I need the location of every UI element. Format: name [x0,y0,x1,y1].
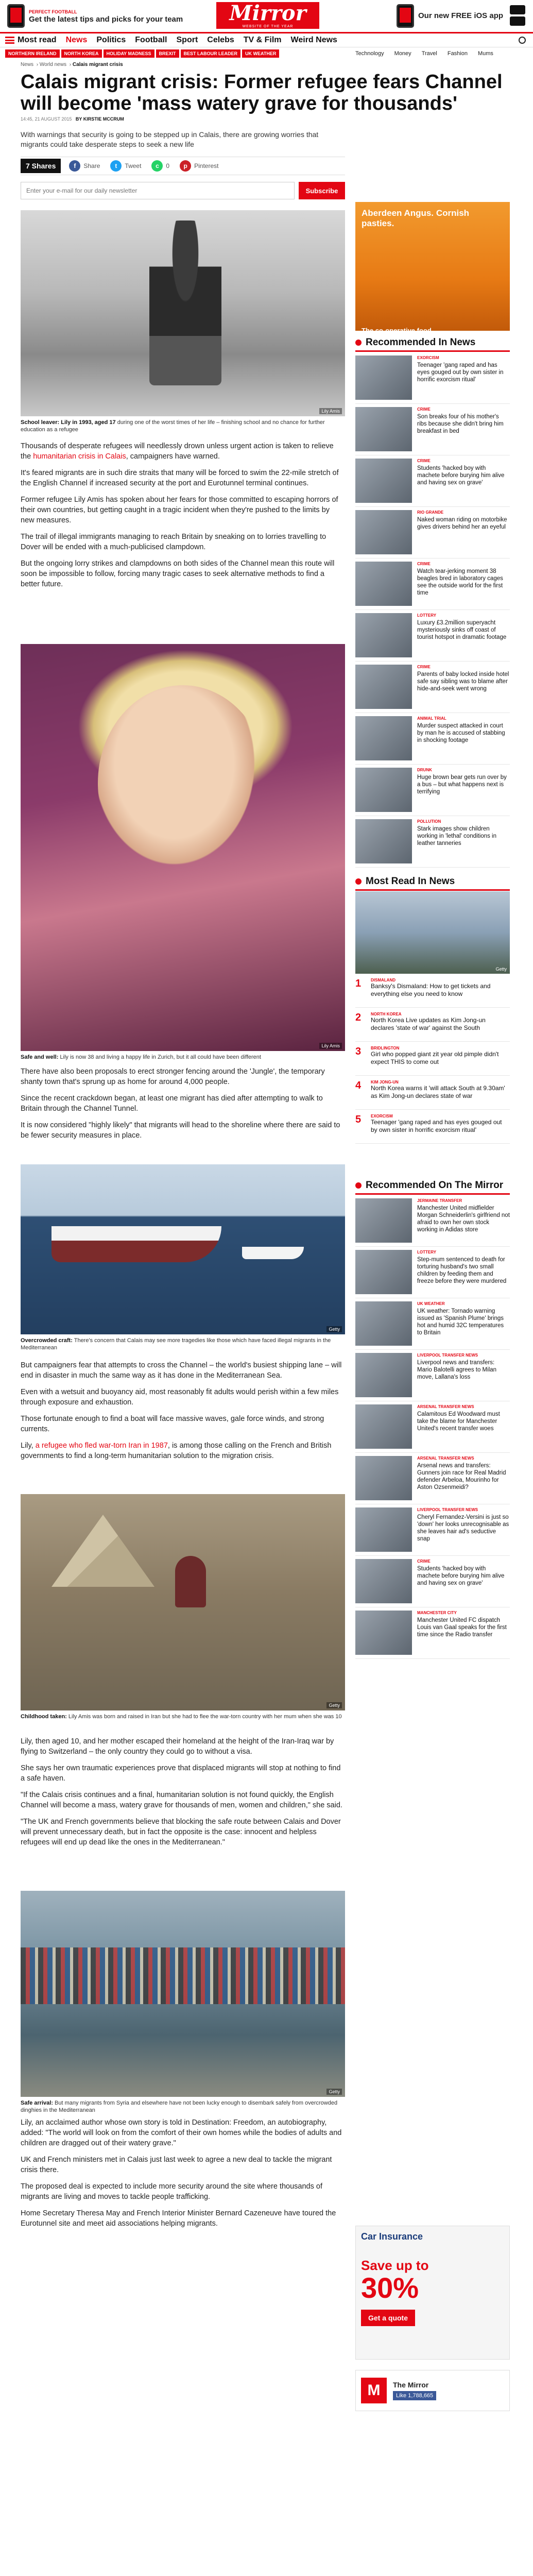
list-item[interactable] [355,1504,510,1556]
item-title: Teenager 'gang raped and has eyes gouged out by own sister in horrific exorcism ritual' [371,1118,502,1133]
pinterest-icon: p [180,160,191,172]
caption-text: There's concern that Calais may see more tragedies like those which have faced illegal migrants in the Mediterranean [21,1337,331,1351]
section-title: Most Read In News [366,876,455,887]
thumbnail [355,768,412,812]
list-item[interactable] [355,1247,510,1298]
subnav-money[interactable]: Money [394,50,411,57]
nav-tv-film[interactable]: TV & Film [243,36,282,44]
most-read-heading [355,876,510,891]
search-icon[interactable] [519,37,526,44]
list-item[interactable] [355,558,510,610]
photo-credit: Getty [326,1326,342,1332]
item-kicker: CRIME [417,562,431,566]
list-item[interactable] [355,352,510,404]
section-dot-icon [355,340,362,346]
item-title: UK weather: Tornado warning issued as 'Spanish Plume' brings hot and humid 32C temperatures to Britain [417,1308,504,1336]
twitter-icon: t [110,160,122,172]
paragraph: There have also been proposals to erect stronger fencing around the 'Jungle', the temporary shanty town that's sprung up as home for around 4,000 people. [21,1067,325,1086]
item-kicker: ARSENAL TRANSFER NEWS [417,1404,474,1409]
facebook-share-button[interactable] [69,160,100,172]
paragraph: Lily, then aged 10, and her mother escaped their homeland at the height of the Iran-Iraq war by flying to Switzerland – the only country they could go to without a visa. [21,1737,334,1756]
nav-weird-news[interactable]: Weird News [290,36,337,44]
paragraph: Lily, an acclaimed author whose own story is told in Destination: Freedom, an autobiography, added: "The world will look on from the comfort of their own homes while the bodies of adults and children are dragged out of their watery grave." [21,2119,342,2147]
breadcrumb-wrap [21,62,345,71]
most-read-list [355,891,510,1144]
paragraph: "The UK and French governments believe that blocking the safe route between Calais and Dover will prevent unnecessary death, but in fact the opposite is the case: innocent and helpless refugees will end up dead like the ones in the Mediterranean." [21,1818,341,1846]
item-kicker: POLLUTION [417,819,441,824]
promo-title: Get the latest tips and picks for your team [29,15,183,24]
list-item[interactable] [355,662,510,713]
advert-brand: The co-operative food [362,327,432,334]
list-item[interactable] [355,816,510,868]
section-title: Recommended On The Mirror [366,1180,504,1191]
photo-rescue-boat [242,1247,304,1259]
rank-number: 4 [355,1080,362,1091]
section-dot-icon [355,1182,362,1189]
item-title: Step-mum sentenced to death for torturing husband's two small children by feeding them and freeze before they were murdered [417,1257,507,1284]
paragraph-text: Thousands of desperate refugees will needlessly drown unless urgent action is taken to relieve the [21,442,334,461]
photo-caption [21,416,345,433]
item-title: Parents of baby locked inside hotel safe say sibling was to blame after hide-and-seek went wrong [417,671,509,692]
thumbnail [355,716,412,760]
item-kicker: EXORCISM [371,1114,393,1118]
list-item[interactable] [355,1607,510,1659]
thumbnail [355,459,412,503]
caption-lead: Childhood taken: [21,1714,67,1720]
caption-text: Lily Amis was born and raised in Iran but she had to flee the war-torn country with her mum when she was 10 [66,1714,342,1720]
thumbnail [355,1301,412,1346]
facebook-like-button[interactable]: Like 1,788,665 [393,2391,436,2400]
list-item[interactable] [355,1350,510,1401]
item-title: Students 'hacked boy with machete before burying him alive and having sex on grave' [417,1566,505,1586]
promo-football[interactable] [7,4,183,28]
promo-app-title: Our new FREE iOS app [418,11,504,20]
thumbnail [355,819,412,863]
photo-credit: Getty [495,967,507,972]
item-title: Banksy's Dismaland: How to get tickets and everything else you need to know [371,982,491,997]
recommended-heading [355,337,510,352]
item-kicker: DRUNK [417,768,432,772]
item-kicker: CRIME [417,1559,431,1564]
standfirst: With warnings that security is going to be stepped up in Calais, there are growing worries that migrants could take desperate steps to seek a new life [21,130,319,148]
item-kicker: BRIDLINGTON [371,1046,400,1050]
paragraph-text: Lily, [21,1442,36,1450]
app-store-icon[interactable] [510,5,525,14]
item-kicker: JERMAINE TRANSFER [417,1198,462,1203]
photo-boat [51,1226,221,1262]
item-title: Girl who popped giant zit year old pimple didn't expect THIS to come out [371,1050,499,1065]
facebook-icon: f [69,160,80,172]
nav-sport[interactable]: Sport [176,36,198,44]
item-kicker: LOTTERY [417,1250,437,1255]
photo-overcrowded-boat[interactable] [21,1164,345,1334]
list-item[interactable] [355,507,510,558]
paragraph: Former refugee Lily Amis has spoken about her fears for those committed to escaping horrors of their own countries, but getting caught in a tragic incident when they're pushed to the limits by new measures. [21,496,338,524]
thumbnail [355,613,412,657]
paragraph: She says her own traumatic experiences prove that displaced migrants will stop at nothing to find a safe haven. [21,1764,341,1783]
caption-lead: School leaver: Lily in 1993, aged 17 [21,419,116,426]
item-kicker: DISMALAND [371,978,396,982]
photo-subject [149,221,221,385]
rank-number: 3 [355,1046,362,1057]
newsletter-email-input[interactable] [21,182,295,199]
paragraph: Home Secretary Theresa May and French Interior Minister Bernard Cazeneuve have toured the Eurotunnel site and meet aid associations helping migrants. [21,2209,336,2228]
nav-most-read[interactable]: Most read [18,36,57,44]
paragraph: But the ongoing lorry strikes and clampdowns on both sides of the Channel mean this route will soon be impossible to follow, forcing many tragic cases to seek alternative methods to find a better future. [21,560,335,588]
most-read-hero-image[interactable] [355,891,510,974]
share-count: 7 Shares [21,159,61,173]
subnav-holiday-madness[interactable]: HOLIDAY MADNESS [104,49,154,58]
figure-safe-arrival [21,1891,345,2114]
phone-icon [7,4,25,28]
item-title: Manchester United FC dispatch Louis van Gaal speaks for the first time since the Radio transfer [417,1617,507,1638]
promo-app[interactable] [397,4,503,28]
subnav-north-korea[interactable]: NORTH KOREA [61,49,102,58]
list-item[interactable] [355,610,510,662]
figure-school-leaver [21,210,345,433]
item-title: North Korea Live updates as Kim Jong-un declares 'state of war' against the South [371,1016,486,1031]
logo-tagline: WEBSITE OF THE YEAR [242,25,294,28]
subnav-labour-leader[interactable]: BEST LABOUR LEADER [181,49,241,58]
item-title: Teenager 'gang raped and has eyes gouged out by own sister in horrific exorcism ritual' [417,362,504,383]
figure-safe-and-well [21,644,345,1061]
nav-politics[interactable]: Politics [96,36,126,44]
comments-button[interactable] [151,160,169,172]
paragraph: The trail of illegal immigrants managing to reach Britain by sneaking on to lorries travelling to Dover will be ended with a much-publicised clampdown. [21,533,326,551]
mirror-logo[interactable] [216,2,319,29]
item-kicker: LOTTERY [417,613,437,618]
thumbnail [355,562,412,606]
link-refugee-iran[interactable]: a refugee who fled war-torn Iran in 1987 [35,1442,168,1450]
breadcrumb-current[interactable]: Calais migrant crisis [72,62,123,67]
thumbnail [355,1456,412,1500]
rank-number: 2 [355,1012,362,1023]
paragraph [21,1440,345,1461]
get-quote-button[interactable]: Get a quote [361,2310,415,2326]
photo-caption [21,1710,345,1720]
thumbnail [355,407,412,451]
item-kicker: MANCHESTER CITY [417,1611,457,1615]
byline-date: 14:45, 21 AUGUST 2015 [21,116,72,122]
pinterest-share-button[interactable] [180,160,218,172]
menu-icon[interactable] [5,37,14,44]
subscribe-button[interactable]: Subscribe [299,182,345,199]
thumbnail [355,1353,412,1397]
advert-save-text: Save up to [361,2258,429,2273]
facebook-like-box [355,2370,510,2411]
byline [21,116,124,122]
photo-caption [21,1334,345,1351]
item-title: Manchester United midfielder Morgan Schneiderlin's girlfriend not afraid to own her own stock working in Adidas store [417,1205,510,1233]
facebook-share-label: Share [83,162,100,170]
paragraph: Since the recent crackdown began, at least one migrant has died after attempting to walk to Britain through the Channel Tunnel. [21,1094,323,1113]
list-item[interactable] [355,455,510,507]
pinterest-share-label: Pinterest [194,162,219,170]
breadcrumb: News › World news › Calais migrant crisis [21,62,123,67]
item-title: Watch tear-jerking moment 38 beagles bred in laboratory cages see the outside world for the first time [417,568,503,596]
item-title: Stark images show children working in 'lethal' conditions in leather tanneries [417,826,496,846]
list-item[interactable] [355,974,510,1008]
thumbnail [355,1250,412,1294]
thumbnail [355,1507,412,1552]
sub-nav [0,47,533,60]
item-title: Son breaks four of his mother's ribs because she didn't bring him breakfast in bed [417,414,504,434]
item-kicker: KIM JONG-UN [371,1080,399,1084]
share-bar [21,157,345,175]
list-item[interactable] [355,1076,510,1110]
paragraph: It is now considered "highly likely" that migrants will head to the shoreline where there are said to be fewer security measures in place. [21,1121,340,1140]
subnav-fashion[interactable]: Fashion [447,50,468,57]
caption-lead: Safe and well: [21,1054,59,1060]
thumbnail [355,1404,412,1449]
article-body-2 [21,1066,345,1147]
photo-refugee-camp[interactable] [21,1494,345,1710]
social-page-name[interactable]: The Mirror [393,2381,429,2389]
photo-caption [21,2097,345,2114]
photo-credit: Getty [326,1702,342,1708]
item-title: Liverpool news and transfers: Mario Balotelli agrees to Milan move, Lallana's loss [417,1360,497,1380]
paragraph-text: , is among those calling on the French and British governments to find a long-term humanitarian solution to the migration crisis. [21,1442,332,1460]
breadcrumb-news[interactable]: News [21,62,34,67]
on-mirror-heading [355,1180,510,1195]
list-item[interactable] [355,1042,510,1076]
item-title: Naked woman riding on motorbike gives drivers behind her an eyeful [417,517,507,530]
list-item[interactable] [355,1298,510,1350]
caption-lead: Safe arrival: [21,2100,53,2106]
article-body-1 [21,441,345,596]
rank-number: 5 [355,1114,362,1125]
item-kicker: ARSENAL TRANSFER NEWS [417,1456,474,1461]
item-title: Luxury £3.2million superyacht mysteriously sinks off coast of tourist hotspot in dramatic footage [417,620,507,640]
subnav-brexit[interactable]: BREXIT [156,49,179,58]
twitter-share-label: Tweet [125,162,142,170]
article-body-5 [21,2117,345,2235]
item-title: Arsenal news and transfers: Gunners join race for Real Madrid defender Arbeloa, Mourinho for Aston Ozsenmeidi? [417,1463,506,1490]
nav-football[interactable]: Football [135,36,167,44]
paragraph: Even with a wetsuit and buoyancy aid, most reasonably fit adults would perish within a few miles through exposure and exhaustion. [21,1388,339,1406]
newsletter-signup [21,179,345,202]
item-kicker: EXORCISM [417,355,439,360]
article-headline: Calais migrant crisis: Former refugee fears Channel will become 'mass watery grave for thousands' [21,71,503,114]
google-play-icon[interactable] [510,16,525,26]
item-kicker: CRIME [417,459,431,463]
advert-percentage: 30% [361,2272,419,2304]
rank-number: 1 [355,978,362,989]
list-item[interactable] [355,713,510,765]
caption-lead: Overcrowded craft: [21,1337,73,1344]
item-title: North Korea warns it 'will attack South at 9.30am' as Kim Jong-un declares state of war [371,1084,505,1099]
paragraph: It's feared migrants are in such dire straits that many will be forced to swim the 22-mile stretch of the English Channel if increased security at the port and Eurotunnel terminal continues. [21,469,339,487]
item-title: Students 'hacked boy with machete before burying him alive and having sex on grave' [417,465,505,486]
list-item[interactable] [355,1195,510,1247]
photo-tent [51,1515,154,1587]
thumbnail [355,1611,412,1655]
item-title: Murder suspect attacked in court by man he is accused of stabbing in shocking footage [417,723,505,743]
on-mirror-list [355,1195,510,1659]
advert-coop[interactable] [355,202,510,334]
list-item[interactable] [355,404,510,455]
paragraph: The proposed deal is expected to include more security around the site where thousands of migrants are living and moves to tackle people trafficking. [21,2182,322,2201]
advert-headline: Aberdeen Angus. Cornish pasties. [362,208,470,228]
promo-kicker: PERFECT FOOTBALL [29,9,77,14]
list-item[interactable] [355,1556,510,1607]
caption-text: Lily is now 38 and living a happy life in Zurich, but it all could have been different [58,1054,261,1060]
photo-credit: Lily Amis [319,408,342,414]
photo-crowd [21,1947,345,2004]
thumbnail [355,1198,412,1243]
masthead [0,0,533,32]
thumbnail [355,1559,412,1603]
app-store-badges[interactable] [510,5,525,26]
comment-icon: c [151,160,163,172]
recommended-list [355,352,510,868]
section-title: Recommended In News [366,337,476,348]
list-item[interactable] [355,1453,510,1504]
twitter-share-button[interactable] [110,160,141,172]
photo-face [98,685,268,881]
item-kicker: NORTH KOREA [371,1012,402,1016]
photo-caption [21,1051,345,1061]
paragraph: Those fortunate enough to find a boat will face massive waves, gale force winds, and strong currents. [21,1415,324,1433]
item-kicker: CRIME [417,407,431,412]
item-title: Huge brown bear gets run over by a bus – but what happens next is terrifying [417,774,507,795]
paragraph: UK and French ministers met in Calais just last week to agree a new deal to tackle the migrant crisis there. [21,2156,332,2174]
paragraph-text: , campaigners have warned. [126,452,220,461]
item-kicker: LIVERPOOL TRANSFER NEWS [417,1507,478,1512]
comments-count: 0 [166,162,170,170]
phone-icon [397,4,414,28]
item-kicker: ANIMAL TRIAL [417,716,446,721]
paragraph [21,441,345,462]
caption-text: during one of the worst times of her life – finishing school and no chance for further education as a refugee [21,419,325,433]
list-item[interactable] [355,1110,510,1144]
item-title: Calamitous Ed Woodward must take the blame for Manchester United's recent transfer woes [417,1411,500,1432]
item-kicker: UK WEATHER [417,1301,445,1306]
article-body-3 [21,1360,345,1467]
subnav-northern-ireland[interactable]: NORTHERN IRELAND [5,49,60,58]
mirror-m-icon: M [361,2378,387,2403]
link-humanitarian-crisis[interactable]: humanitarian crisis in Calais [33,452,126,461]
advert-brand: Car Insurance [361,2231,423,2242]
photo-lily-portrait[interactable] [21,644,345,1051]
photo-migrants-beach[interactable] [21,1891,345,2097]
photo-lily-1993[interactable] [21,210,345,416]
thumbnail [355,665,412,709]
item-title: Cheryl Fernandez-Versini is just so 'down' her looks unrecognisable as she leaves hair ad's seductive snap [417,1514,509,1542]
subnav-technology[interactable]: Technology [355,50,384,57]
advert-car-insurance[interactable] [355,2226,510,2360]
item-kicker: CRIME [417,665,431,669]
photo-credit: Getty [326,2089,342,2095]
item-kicker: LIVERPOOL TRANSFER NEWS [417,1353,478,1358]
photo-credit: Lily Amis [319,1043,342,1049]
list-item[interactable] [355,765,510,816]
subnav-travel[interactable]: Travel [421,50,437,57]
main-nav [0,32,533,47]
breadcrumb-world-news[interactable]: World news [39,62,66,67]
item-kicker: RIO GRANDE [417,510,444,515]
paragraph: "If the Calais crisis continues and a final, humanitarian solution is not found quickly, the English Channel will become a mass, watery grave for thousands of men, women and children," she said. [21,1791,342,1809]
paragraph: But campaigners fear that attempts to cross the Channel – the world's busiest shipping lane – will end in disaster in much the same way as it has done in the Mediterranean Sea. [21,1361,342,1380]
caption-text: But many migrants from Syria and elsewhere have not been lucky enough to disembark safely from overcrowded dinghies in the Mediterranean [21,2100,338,2113]
byline-author[interactable]: BY KIRSTIE MCCRUM [75,116,124,122]
nav-news[interactable]: News [65,36,88,44]
figure-overcrowded-craft [21,1164,345,1351]
nav-celebs[interactable]: Celebs [207,36,234,44]
subnav-mums[interactable]: Mums [477,50,493,57]
figure-childhood-taken [21,1494,345,1720]
list-item[interactable] [355,1008,510,1042]
article-body-4 [21,1736,345,1854]
section-dot-icon [355,878,362,885]
list-item[interactable] [355,1401,510,1453]
logo-text: Mirror [229,1,306,25]
thumbnail [355,355,412,400]
thumbnail [355,510,412,554]
photo-child [175,1556,206,1607]
subnav-uk-weather[interactable]: UK WEATHER [242,49,279,58]
